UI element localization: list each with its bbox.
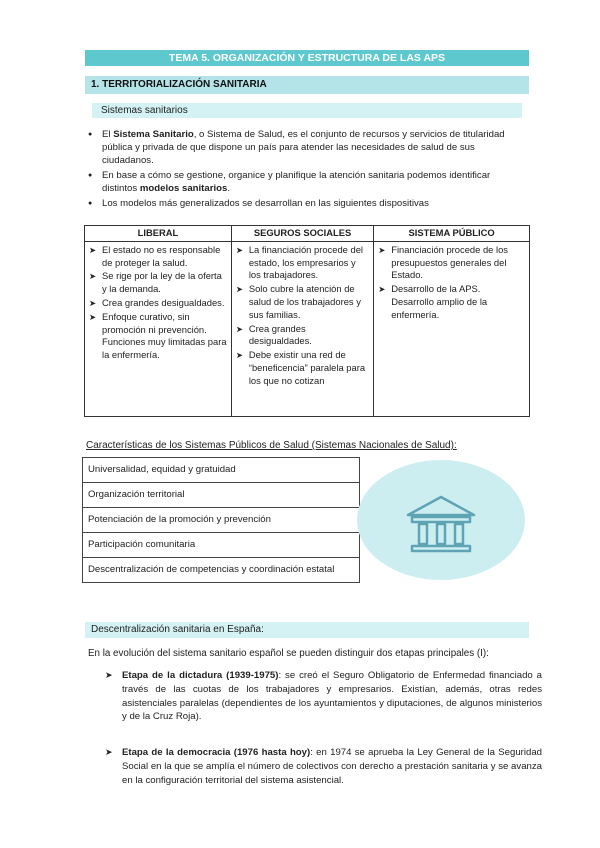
document-title: TEMA 5. ORGANIZACIÓN Y ESTRUCTURA DE LAS APS <box>85 50 529 66</box>
column-header-seguros: SEGUROS SOCIALES <box>231 226 373 242</box>
government-building-icon <box>357 460 525 580</box>
etapa-text: : se creó el Seguro Obligatorio de Enfermedad financiado a través de las cuotas de los trabajadores y empresarios. Existían, además, otras redes asistenciales paralelas (dependientes de los ayuntamientos y diputaciones, de algunos ministerios y de la Cruz Roja). <box>122 670 542 723</box>
column-header-publico: SISTEMA PÚBLICO <box>374 226 530 242</box>
bullet-item <box>88 197 528 210</box>
subsection-heading: Sistemas sanitarios <box>92 103 522 118</box>
list-item: Participación comunitaria <box>82 532 360 558</box>
characteristics-list <box>82 458 360 583</box>
etapa-title: Etapa de la dictadura (1939-1975) <box>122 670 279 681</box>
list-item: ➤ La financiación procede del estado, los empresarios y los trabajadores. <box>236 244 369 282</box>
list-item: ➤ Se rige por la ley de la oferta y la demanda. <box>89 270 227 296</box>
list-item: Organización territorial <box>82 482 360 508</box>
etapa-democracia <box>105 746 542 787</box>
bullet-text: . <box>227 183 230 194</box>
list-item: Descentralización de competencias y coordinación estatal <box>82 557 360 583</box>
publico-cell <box>374 241 530 416</box>
bullet-item <box>88 169 528 195</box>
list-item: ➤ Solo cubre la atención de salud de los trabajadores y sus familias. <box>236 283 369 321</box>
bullet-bold: Sistema Sanitario <box>113 129 194 140</box>
list-item: ➤ Debe existir una red de “beneficencia” paralela para los que no cotizan <box>236 349 369 387</box>
decentralization-heading: Descentralización sanitaria en España: <box>85 622 529 638</box>
list-item: ➤ Crea grandes desigualdades. <box>236 323 369 349</box>
decentralization-intro: En la evolución del sistema sanitario español se pueden distinguir dos etapas principales (I): <box>88 648 489 659</box>
column-header-liberal: LIBERAL <box>85 226 232 242</box>
list-item: ➤ Crea grandes desigualdades. <box>89 297 227 310</box>
list-item: Potenciación de la promoción y prevención <box>82 507 360 533</box>
seguros-cell <box>231 241 373 416</box>
models-table <box>84 225 530 417</box>
icon-circle <box>357 460 525 580</box>
list-item: Universalidad, equidad y gratuidad <box>82 457 360 483</box>
list-item: ➤ Enfoque curativo, sin promoción ni prevención. Funciones muy limitadas para la enfermería. <box>89 311 227 362</box>
section-heading: 1. TERRITORIALIZACIÓN SANITARIA <box>85 76 529 94</box>
bullet-bold: modelos sanitarios <box>139 183 228 194</box>
etapa-title: Etapa de la democracia (1976 hasta hoy) <box>122 747 311 758</box>
list-item: ➤ Desarrollo de la APS. Desarrollo amplio de la enfermería. <box>378 283 525 321</box>
bullet-text: , o Sistema de Salud, es el conjunto de recursos y servicios de titularidad pública y privada de que dispone un país para atender las necesidades de salud de sus ciudadanos. <box>102 129 505 166</box>
etapa-dictadura <box>105 669 542 724</box>
list-item: ➤ Financiación procede de los presupuestos generales del Estado. <box>378 244 525 282</box>
bullet-text: El <box>102 129 114 140</box>
bullet-item <box>88 128 528 167</box>
etapa-text: : en 1974 se aprueba la Ley General de la Seguridad Social en la que se amplía el número de colectivos con derecho a prestación sanitaria y se avanza en la configuración territorial del sistema asistencial. <box>122 747 542 786</box>
bullet-text: En base a cómo se gestione, organice y planifique la atención sanitaria podemos identificar distintos <box>102 170 491 194</box>
list-item: ➤ El estado no es responsable de proteger la salud. <box>89 244 227 270</box>
bullet-text: Los modelos más generalizados se desarrollan en las siguientes dispositivas <box>102 198 429 209</box>
intro-bullets <box>88 128 528 212</box>
characteristics-title: Características de los Sistemas Públicos de Salud (Sistemas Nacionales de Salud): <box>86 440 457 451</box>
liberal-cell <box>85 241 232 416</box>
